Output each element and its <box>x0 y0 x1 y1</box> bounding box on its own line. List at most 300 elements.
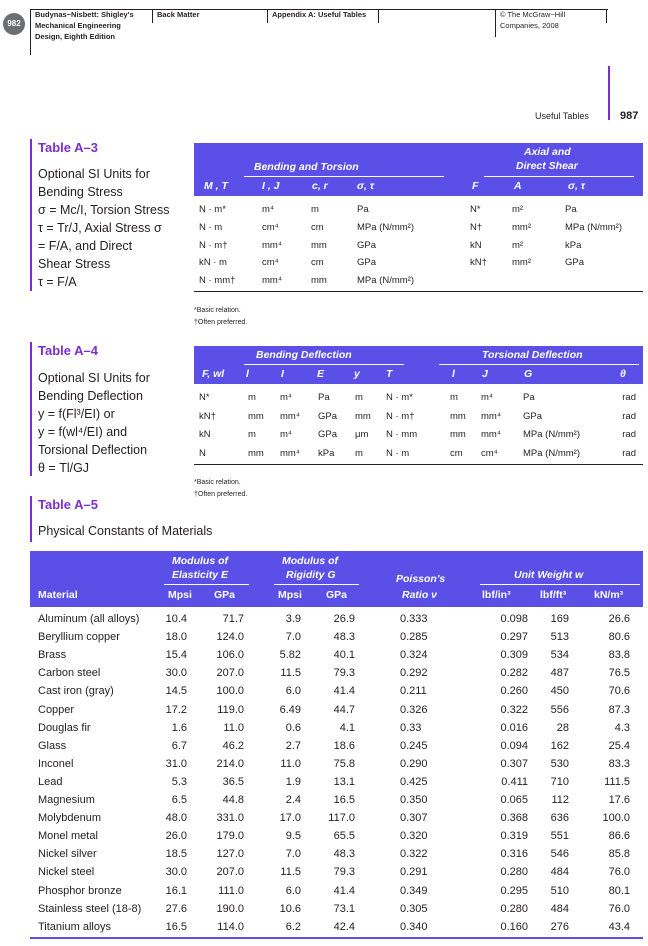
group-rule <box>244 176 444 177</box>
col-header: θ <box>620 368 626 380</box>
cell-lbf-in3: 0.297 <box>500 631 528 644</box>
footnote: *Basic relation. <box>194 479 241 486</box>
cell-kn-m3: 86.6 <box>608 830 630 843</box>
cell-g-gpa: 44.7 <box>333 703 355 716</box>
table-row <box>30 683 643 701</box>
cell-material: Brass <box>38 649 67 662</box>
cell-e-gpa: 207.0 <box>216 866 244 879</box>
cell-lbf-ft3: 450 <box>550 685 569 698</box>
caption-line: Shear Stress <box>38 257 111 271</box>
cell-stress: MPa (N/mm²) <box>357 221 414 233</box>
cell-length: m <box>450 392 458 403</box>
cell-inertia: mm⁴ <box>280 447 300 459</box>
col-header: I <box>281 368 284 380</box>
cell-e-mpsi: 16.1 <box>165 884 187 897</box>
table-row <box>30 901 643 919</box>
col-header: M , T <box>204 180 228 192</box>
cell-e-mpsi: 6.5 <box>171 794 187 806</box>
cell-lbf-in3: 0.316 <box>500 848 528 861</box>
cell-e-gpa: 100.0 <box>216 685 244 698</box>
caption-line: y = f(Fl³/EI) or <box>38 407 115 421</box>
caption-line: Optional SI Units for <box>38 167 150 181</box>
cell-deflection: m <box>355 392 363 403</box>
table-a5-bar <box>30 496 32 542</box>
cell-moment: N · m† <box>199 239 228 251</box>
cell-material: Molybdenum <box>38 812 101 825</box>
table-row <box>30 919 643 937</box>
cell-e-mpsi: 48.0 <box>165 812 187 825</box>
cell-deflection: m <box>355 447 363 459</box>
table-row <box>30 828 643 846</box>
caption-line: Bending Deflection <box>38 389 143 403</box>
col-header: I , J <box>262 180 280 192</box>
cell-lbf-ft3: 556 <box>550 703 569 716</box>
cell-poisson: 0.324 <box>400 649 428 662</box>
cell-modulus: kPa <box>318 447 335 459</box>
cell-distance: m <box>311 204 319 215</box>
cell-distance: cm <box>311 257 324 269</box>
cell-e-mpsi: 18.0 <box>165 631 187 644</box>
cell-lbf-in3: 0.307 <box>500 757 528 770</box>
group-poisson: Poisson's <box>396 573 446 585</box>
cell-poisson: 0.285 <box>400 631 428 644</box>
cell-moment: N · m* <box>199 204 226 215</box>
table-a3-rule <box>194 291 643 292</box>
cell-lbf-in3: 0.282 <box>500 667 528 680</box>
cell-lbf-in3: 0.016 <box>500 721 528 734</box>
cell-length: mm <box>450 410 466 422</box>
cell-poisson: 0.305 <box>400 902 428 915</box>
cell-e-mpsi: 26.0 <box>165 830 187 843</box>
cell-torque: N · m <box>386 447 410 459</box>
cell-lbf-ft3: 546 <box>550 848 569 861</box>
cell-lbf-ft3: 510 <box>550 884 569 897</box>
table-a4-group1: Bending Deflection <box>256 349 352 361</box>
cell-e-gpa: 46.2 <box>222 739 244 752</box>
cell-g-gpa: 73.1 <box>333 902 355 915</box>
cell-kn-m3: 85.8 <box>608 848 630 861</box>
cell-load: N* <box>199 392 210 403</box>
group-rule <box>484 176 634 177</box>
cell-lbf-in3: 0.160 <box>500 920 528 933</box>
cell-lbf-in3: 0.309 <box>500 649 528 662</box>
cell-force: kN† <box>470 257 487 269</box>
table-a4-header <box>194 346 643 384</box>
col-header: Mpsi <box>168 589 192 601</box>
cell-lbf-ft3: 513 <box>550 631 569 644</box>
table-row <box>30 810 643 828</box>
cell-g-gpa: 117.0 <box>328 812 355 825</box>
cell-inertia: cm⁴ <box>262 221 279 233</box>
cell-poisson: 0.333 <box>400 613 428 625</box>
table-row <box>30 665 643 683</box>
cell-g-gpa: 79.3 <box>333 866 355 879</box>
cell-lbf-ft3: 551 <box>550 830 569 843</box>
cell-shear-modulus: Pa <box>523 392 535 403</box>
table-row <box>30 792 643 810</box>
cell-kn-m3: 76.5 <box>608 667 630 680</box>
cell-kn-m3: 83.3 <box>608 757 630 770</box>
cell-distance: mm <box>311 275 327 287</box>
cell-e-mpsi: 14.5 <box>165 685 187 698</box>
cell-torque: N · m* <box>386 392 413 403</box>
cell-inertia: mm⁴ <box>262 239 282 251</box>
table-a3-group2: Axial and <box>524 146 571 158</box>
cell-angle: rad <box>622 392 636 403</box>
cell-g-gpa: 4.1 <box>339 721 355 734</box>
cell-shear-modulus: MPa (N/mm²) <box>523 447 580 459</box>
cell-e-gpa: 214.0 <box>216 757 244 770</box>
cell-stress: MPa (N/mm²) <box>357 275 414 287</box>
group-weight: Unit Weight w <box>514 569 584 581</box>
cell-kn-m3: 76.0 <box>608 902 630 915</box>
cell-e-mpsi: 15.4 <box>165 649 187 662</box>
cell-lbf-ft3: 636 <box>550 812 569 825</box>
group-rigidity: Rigidity G <box>286 569 336 581</box>
cell-kn-m3: 111.5 <box>604 775 630 788</box>
table-row <box>30 720 643 738</box>
cell-g-mpsi: 2.4 <box>285 794 301 806</box>
cell-inertia: m⁴ <box>262 204 274 215</box>
cell-kn-m3: 80.6 <box>608 631 630 644</box>
cell-material: Cast iron (gray) <box>38 685 114 698</box>
cell-e-gpa: 119.0 <box>217 703 244 716</box>
cell-material: Stainless steel (18-8) <box>38 902 142 915</box>
cell-e-gpa: 71.7 <box>222 613 244 625</box>
col-header: l <box>246 368 249 380</box>
cell-poisson: 0.291 <box>400 866 428 879</box>
cell-inertia: mm⁴ <box>280 410 300 422</box>
cell-moment: N · mm† <box>199 275 236 287</box>
cell-torque: N · mm <box>386 429 418 440</box>
cell-g-gpa: 41.4 <box>333 884 355 897</box>
cell-lbf-in3: 0.322 <box>500 703 528 716</box>
footnote: †Often preferred. <box>194 491 248 498</box>
cell-kn-m3: 100.0 <box>602 812 630 825</box>
table-row <box>30 883 643 901</box>
cell-shear-stress: GPa <box>565 257 585 269</box>
header-book <box>30 9 134 55</box>
group-rule <box>244 364 404 365</box>
caption-line: τ = F/A <box>38 275 77 289</box>
col-header: J <box>482 368 488 380</box>
copyright-line: © The McGraw−Hill <box>500 10 566 19</box>
cell-e-mpsi: 27.6 <box>165 902 187 915</box>
cell-material: Phosphor bronze <box>38 884 122 897</box>
cell-e-gpa: 36.5 <box>222 775 244 788</box>
cell-load: N <box>199 447 206 459</box>
table-a3-group2: Direct Shear <box>516 160 578 172</box>
cell-material: Copper <box>38 703 75 716</box>
col-header: GPa <box>326 589 348 601</box>
cell-poisson: 0.211 <box>400 685 427 698</box>
cell-shear-stress: MPa (N/mm²) <box>565 221 622 233</box>
cell-e-mpsi: 6.7 <box>171 739 187 752</box>
table-row <box>30 738 643 756</box>
cell-material: Douglas fir <box>38 721 91 734</box>
cell-material: Carbon steel <box>38 667 101 680</box>
cell-lbf-ft3: 534 <box>550 649 569 662</box>
table-a4-title: Table A–4 <box>38 343 98 358</box>
header-divider <box>606 9 607 23</box>
caption-line: Torsional Deflection <box>38 443 148 457</box>
cell-polar-inertia: mm⁴ <box>481 410 501 422</box>
cell-material: Glass <box>38 739 67 752</box>
cell-lbf-ft3: 710 <box>550 775 569 788</box>
cell-distance: cm <box>311 221 324 233</box>
cell-material: Lead <box>38 775 63 788</box>
cell-lbf-in3: 0.319 <box>500 830 528 843</box>
cell-g-gpa: 48.3 <box>333 848 355 861</box>
cell-e-mpsi: 30.0 <box>165 667 187 680</box>
cell-area: m² <box>512 239 524 251</box>
cell-g-gpa: 65.5 <box>333 830 355 843</box>
cell-g-mpsi: 7.0 <box>285 848 301 861</box>
footnote: †Often preferred. <box>194 319 248 326</box>
group-poisson: Ratio ν <box>402 589 438 601</box>
group-rule <box>274 584 359 585</box>
cell-distance: mm <box>311 239 327 251</box>
table-a4-footnotes <box>194 477 247 501</box>
cell-area: mm² <box>512 257 531 269</box>
cell-lbf-in3: 0.098 <box>500 613 528 625</box>
col-header: F <box>472 180 479 192</box>
header-copyright <box>495 9 565 37</box>
cell-e-mpsi: 17.2 <box>165 703 187 716</box>
cell-material: Nickel steel <box>38 866 95 879</box>
caption-line: y = f(wl⁴/EI) and <box>38 425 128 439</box>
cell-load: kN† <box>199 410 216 422</box>
group-rule <box>164 584 249 585</box>
cell-g-mpsi: 9.5 <box>285 830 301 843</box>
col-header: σ, τ <box>357 180 375 192</box>
cell-poisson: 0.322 <box>400 848 428 861</box>
col-header: σ, τ <box>568 180 586 192</box>
caption-line: τ = Tr/J, Axial Stress σ <box>38 221 162 235</box>
table-row <box>30 774 643 792</box>
cell-kn-m3: 43.4 <box>608 920 630 933</box>
cell-length: mm <box>248 447 264 459</box>
cell-e-gpa: 114.0 <box>217 920 244 933</box>
cell-kn-m3: 25.4 <box>608 739 630 752</box>
page-rule <box>608 66 610 120</box>
cell-inertia: mm⁴ <box>262 275 282 287</box>
cell-stress: GPa <box>357 239 377 251</box>
col-header: lbf/in³ <box>482 589 511 601</box>
cell-g-gpa: 40.1 <box>333 649 355 662</box>
table-a3-bar <box>30 139 32 291</box>
cell-g-mpsi: 11.5 <box>280 667 301 680</box>
table-row <box>30 846 643 864</box>
cell-angle: rad <box>622 410 636 422</box>
cell-lbf-ft3: 276 <box>550 920 569 933</box>
cell-lbf-in3: 0.094 <box>500 739 528 752</box>
table-row <box>30 702 643 720</box>
cell-poisson: 0.340 <box>400 920 428 933</box>
cell-lbf-ft3: 28 <box>556 721 569 734</box>
cell-angle: rad <box>622 447 636 459</box>
col-header: lbf/ft³ <box>540 589 567 601</box>
cell-g-mpsi: 6.0 <box>285 685 301 698</box>
cell-e-gpa: 106.0 <box>216 649 244 662</box>
cell-kn-m3: 87.3 <box>608 703 630 716</box>
cell-moment: N · m <box>199 221 223 233</box>
page-badge: 982 <box>3 13 25 35</box>
copyright-line: Companies, 2008 <box>500 21 559 30</box>
cell-lbf-in3: 0.295 <box>500 884 528 897</box>
col-header: GPa <box>214 589 236 601</box>
cell-lbf-in3: 0.260 <box>500 685 528 698</box>
table-a5-caption: Physical Constants of Materials <box>38 524 213 538</box>
cell-g-mpsi: 11.0 <box>280 757 301 770</box>
cell-kn-m3: 83.8 <box>608 649 630 662</box>
cell-g-mpsi: 6.49 <box>279 703 301 716</box>
cell-material: Beryllium copper <box>38 631 120 644</box>
cell-kn-m3: 80.1 <box>608 884 630 897</box>
cell-deflection: μm <box>355 429 369 440</box>
cell-poisson: 0.245 <box>400 739 428 752</box>
cell-torque: N · m† <box>386 410 415 422</box>
group-rule <box>480 584 640 585</box>
cell-lbf-ft3: 484 <box>550 902 569 915</box>
cell-length: m <box>248 392 256 403</box>
col-header: E <box>317 368 325 380</box>
cell-kn-m3: 17.6 <box>608 794 630 806</box>
cell-e-gpa: 44.8 <box>222 794 244 806</box>
caption-line: σ = Mc/I, Torsion Stress <box>38 203 170 217</box>
cell-kn-m3: 26.6 <box>608 613 630 625</box>
cell-e-gpa: 179.0 <box>216 830 244 843</box>
cell-kn-m3: 76.0 <box>608 866 630 879</box>
table-a5-header <box>30 551 643 607</box>
table-row <box>30 611 643 629</box>
cell-e-mpsi: 16.5 <box>165 920 187 933</box>
cell-length: mm <box>248 410 264 422</box>
cell-e-mpsi: 5.3 <box>171 775 187 788</box>
cell-g-gpa: 16.5 <box>333 794 355 806</box>
table-a3-caption <box>38 165 169 291</box>
cell-shear-modulus: GPa <box>523 410 543 422</box>
cell-g-mpsi: 6.0 <box>285 884 301 897</box>
col-header: T <box>386 368 393 380</box>
table-a4-caption <box>38 369 150 477</box>
cell-lbf-ft3: 162 <box>550 739 569 752</box>
cell-material: Inconel <box>38 757 74 770</box>
table-row <box>30 629 643 647</box>
cell-lbf-ft3: 112 <box>551 794 569 806</box>
group-rigidity: Modulus of <box>282 555 338 567</box>
table-a4-group2: Torsional Deflection <box>482 349 583 361</box>
cell-poisson: 0.292 <box>400 667 428 680</box>
cell-e-mpsi: 30.0 <box>165 866 187 879</box>
cell-g-gpa: 26.9 <box>333 613 355 625</box>
cell-e-gpa: 124.0 <box>216 631 244 644</box>
cell-poisson: 0.349 <box>400 884 428 897</box>
table-a5-title: Table A–5 <box>38 497 98 512</box>
header-divider <box>378 9 379 23</box>
cell-lbf-in3: 0.280 <box>500 866 528 879</box>
cell-modulus: GPa <box>318 410 338 422</box>
cell-shear-stress: kPa <box>565 239 582 251</box>
table-a3-title: Table A–3 <box>38 140 98 155</box>
cell-inertia: m⁴ <box>280 429 292 440</box>
cell-polar-inertia: mm⁴ <box>481 429 501 440</box>
cell-e-mpsi: 31.0 <box>165 757 187 770</box>
cell-e-mpsi: 1.6 <box>171 721 187 734</box>
cell-lbf-in3: 0.411 <box>501 775 528 788</box>
cell-g-gpa: 79.3 <box>333 667 355 680</box>
cell-area: mm² <box>512 221 531 233</box>
caption-line: = F/A, and Direct <box>38 239 133 253</box>
cell-stress: Pa <box>357 204 369 215</box>
cell-force: kN <box>470 239 482 251</box>
col-header: c, r <box>312 180 328 192</box>
cell-poisson: 0.350 <box>400 794 428 806</box>
cell-angle: rad <box>622 429 636 440</box>
cell-material: Nickel silver <box>38 848 97 861</box>
cell-g-mpsi: 0.6 <box>285 721 301 734</box>
caption-line: Optional SI Units for <box>38 371 150 385</box>
cell-poisson: 0.33 <box>400 721 422 734</box>
col-header: y <box>354 368 360 380</box>
table-a3-group1: Bending and Torsion <box>254 161 359 173</box>
cell-e-gpa: 127.0 <box>216 848 244 861</box>
cell-e-mpsi: 18.5 <box>165 848 187 861</box>
cell-e-gpa: 207.0 <box>216 667 244 680</box>
cell-inertia: cm⁴ <box>262 257 279 269</box>
cell-length: mm <box>450 429 466 440</box>
table-a5-rule <box>30 937 643 939</box>
col-header: l <box>452 368 455 380</box>
cell-lbf-ft3: 484 <box>550 866 569 879</box>
cell-deflection: mm <box>355 410 371 422</box>
table-row <box>30 864 643 882</box>
cell-g-gpa: 18.6 <box>333 739 355 752</box>
cell-g-gpa: 41.4 <box>333 685 355 698</box>
caption-line: Bending Stress <box>38 185 123 199</box>
cell-g-gpa: 75.8 <box>333 757 355 770</box>
cell-g-gpa: 42.4 <box>333 920 355 933</box>
table-row <box>30 647 643 665</box>
cell-g-mpsi: 1.9 <box>285 775 301 788</box>
header-book-line: Mechanical Engineering <box>35 21 121 30</box>
cell-g-mpsi: 17.0 <box>279 812 301 825</box>
cell-load: kN <box>199 429 211 440</box>
cell-area: m² <box>512 204 524 215</box>
cell-kn-m3: 70.6 <box>608 685 630 698</box>
cell-material: Monel metal <box>38 830 98 843</box>
cell-shear-modulus: MPa (N/mm²) <box>523 429 580 440</box>
col-header: F, wl <box>202 368 225 380</box>
cell-poisson: 0.307 <box>400 812 428 825</box>
cell-e-gpa: 331.0 <box>216 812 244 825</box>
cell-g-mpsi: 3.9 <box>285 613 301 625</box>
col-header: A <box>514 180 522 192</box>
cell-g-mpsi: 5.82 <box>279 649 301 662</box>
cell-e-gpa: 111.0 <box>218 884 244 897</box>
cell-g-mpsi: 6.2 <box>285 920 301 933</box>
cell-material: Magnesium <box>38 794 95 806</box>
table-a3-header <box>194 143 643 196</box>
running-head: Useful Tables <box>535 111 589 121</box>
cell-e-gpa: 190.0 <box>216 902 244 915</box>
cell-g-gpa: 13.1 <box>333 775 355 788</box>
cell-lbf-ft3: 169 <box>550 613 569 625</box>
footnote: *Basic relation. <box>194 307 241 314</box>
cell-g-mpsi: 2.7 <box>285 739 301 752</box>
cell-force: N† <box>470 221 483 233</box>
header-book-line: Design, Eighth Edition <box>35 32 115 41</box>
